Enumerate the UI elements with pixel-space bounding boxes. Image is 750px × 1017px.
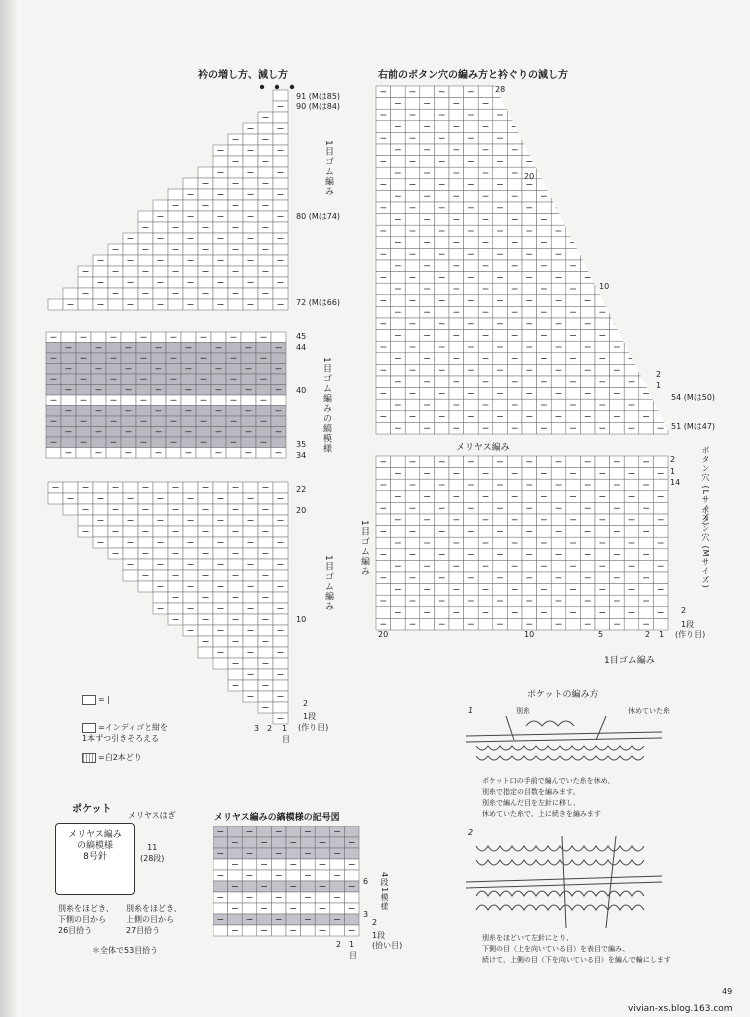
step1-illustration	[466, 716, 662, 774]
bobble-1	[275, 85, 279, 89]
button-lower-row-1: 1	[670, 467, 676, 476]
legend-item-1: = |	[82, 694, 110, 705]
button-rib-bottom-label: 1目ゴム編み	[604, 656, 655, 666]
step1-number: 1	[468, 706, 474, 715]
pocket-total: ＊全体で53目拾う	[92, 946, 159, 955]
pocket-box	[55, 823, 135, 895]
pocket-top-label: メリヤスはぎ	[128, 811, 176, 820]
collar-row-34: 34	[296, 451, 307, 460]
buttonhole-chart	[374, 84, 674, 644]
collar-row-44: 44	[296, 343, 307, 352]
button-col-10: 10	[524, 630, 535, 639]
stripe-col-2: 2	[336, 940, 342, 949]
button-row-10: 10	[599, 282, 610, 291]
collar-row-10: 10	[296, 615, 307, 624]
legend-item-3: =白2本どり	[82, 752, 142, 763]
collar-rib-label-top: 1目ゴム編み	[323, 140, 333, 197]
step1-text: ポケット口の手前で編んでいた糸を休め、 別糸で指定の目数を編みます。 別糸で編んだ目を左針に移し、 休めていた糸で、上に続きを編みます	[482, 777, 615, 818]
button-col-5: 5	[598, 630, 604, 639]
stripe-row-sub: (拾い目)	[372, 941, 403, 950]
page-binding-shadow	[0, 0, 18, 1017]
collar-row-22: 22	[296, 485, 307, 494]
stripe-row-1: 1段	[372, 931, 386, 940]
button-lower-row-2: 2	[670, 455, 676, 464]
collar-row-72: 72 (Mは66)	[296, 298, 341, 307]
collar-row-1: 1段	[303, 712, 317, 721]
button-lower-block	[376, 456, 668, 630]
collar-rib-label-bottom: 1目ゴム編み	[323, 555, 333, 612]
button-lower-row-14: 14	[670, 478, 681, 487]
button-row-28: 28	[495, 85, 506, 94]
collar-row-20: 20	[296, 506, 307, 515]
bobble-2	[290, 85, 294, 89]
button-row-51: 51 (Mは47)	[671, 422, 716, 431]
collar-col-1: 1	[282, 724, 288, 733]
stripe-grid	[213, 826, 359, 936]
button-lower-row-2b: 2	[681, 606, 687, 615]
collar-row-45: 45	[296, 332, 307, 341]
step1-label-b: 休めていた糸	[628, 707, 670, 715]
buttonhole-L-label: ボタン穴 (Lサイズ)	[701, 446, 710, 527]
button-col-20: 20	[378, 630, 389, 639]
pocket-left-note: 別糸をほどき、 下側の目から 26目拾う	[58, 904, 114, 935]
button-lower-row-1b: 1段	[681, 620, 695, 629]
collar-row-cast-on: (作り目)	[298, 723, 329, 732]
button-lower-cast-on: (作り目)	[675, 630, 706, 639]
legend-item-2: =インディゴと紺を 1本ずつ引きそろえる	[82, 723, 169, 743]
stripe-col-1: 1	[349, 940, 355, 949]
button-row-54: 54 (Mは50)	[671, 393, 716, 402]
collar-col-unit: 目	[282, 735, 290, 744]
collar-top-block	[48, 90, 288, 310]
stripe-row-6: 6	[363, 877, 369, 886]
collar-row-91: 91 (Mは85)	[296, 92, 341, 101]
step1-label-a: 別糸	[516, 707, 530, 715]
stripe-col-unit: 目	[349, 951, 357, 960]
button-rib-left-label: 1目ゴム編み	[359, 520, 369, 577]
collar-row-40: 40	[296, 386, 307, 395]
step2-illustration	[466, 836, 662, 928]
button-col-2: 2	[645, 630, 651, 639]
pocket-body: メリヤス編み の縞模様 8号針	[68, 830, 122, 862]
site-watermark: vivian-xs.blog.163.com	[628, 1004, 733, 1014]
collar-row-80: 80 (Mは74)	[296, 212, 341, 221]
collar-stripe-label: 1目ゴム編みの縞模様	[321, 357, 331, 454]
step2-text: 別糸をほどいて左針にとり、 下側の目（上を向いている目）を表目で編み、 続けて、上側の目（下を向いている目）を編んで輪にします	[482, 934, 671, 964]
step2-number: 2	[468, 828, 474, 837]
collar-bottom-block	[48, 482, 288, 724]
stripe-side-label: 4段1模様	[380, 872, 389, 912]
stripe-chart-title: メリヤス編みの縞模様の記号図	[214, 813, 340, 823]
collar-row-90: 90 (Mは84)	[296, 102, 341, 111]
buttonhole-M-label: ボタン穴 (Mサイズ)	[701, 506, 710, 589]
collar-row-35: 35	[296, 440, 307, 449]
pocket-title: ポケット	[72, 804, 112, 815]
collar-title: 衿の増し方、減し方	[198, 70, 288, 81]
stripe-chart	[213, 826, 363, 938]
button-row-20: 20	[524, 172, 535, 181]
collar-chart	[40, 84, 300, 734]
button-row-1: 1	[656, 381, 662, 390]
pocket-height: 11 (28段)	[140, 843, 165, 863]
stockinette-label: メリヤス編み	[456, 443, 510, 453]
collar-col-2: 2	[267, 724, 273, 733]
collar-row-2: 2	[303, 699, 309, 708]
buttonhole-title: 右前のボタン穴の編み方と衿ぐりの減し方	[378, 70, 568, 81]
button-row-2: 2	[656, 370, 662, 379]
pocket-right-note: 別糸をほどき、 上側の目から 27目拾う	[126, 904, 182, 935]
button-col-1: 1	[659, 630, 665, 639]
collar-stripe-block	[46, 332, 286, 458]
stripe-row-2: 2	[372, 918, 378, 927]
collar-col-3: 3	[254, 724, 260, 733]
bobble-0	[260, 85, 264, 89]
stripe-row-3: 3	[363, 910, 369, 919]
page-number: 49	[722, 987, 733, 996]
pocket-method-title: ポケットの編み方	[527, 690, 599, 700]
